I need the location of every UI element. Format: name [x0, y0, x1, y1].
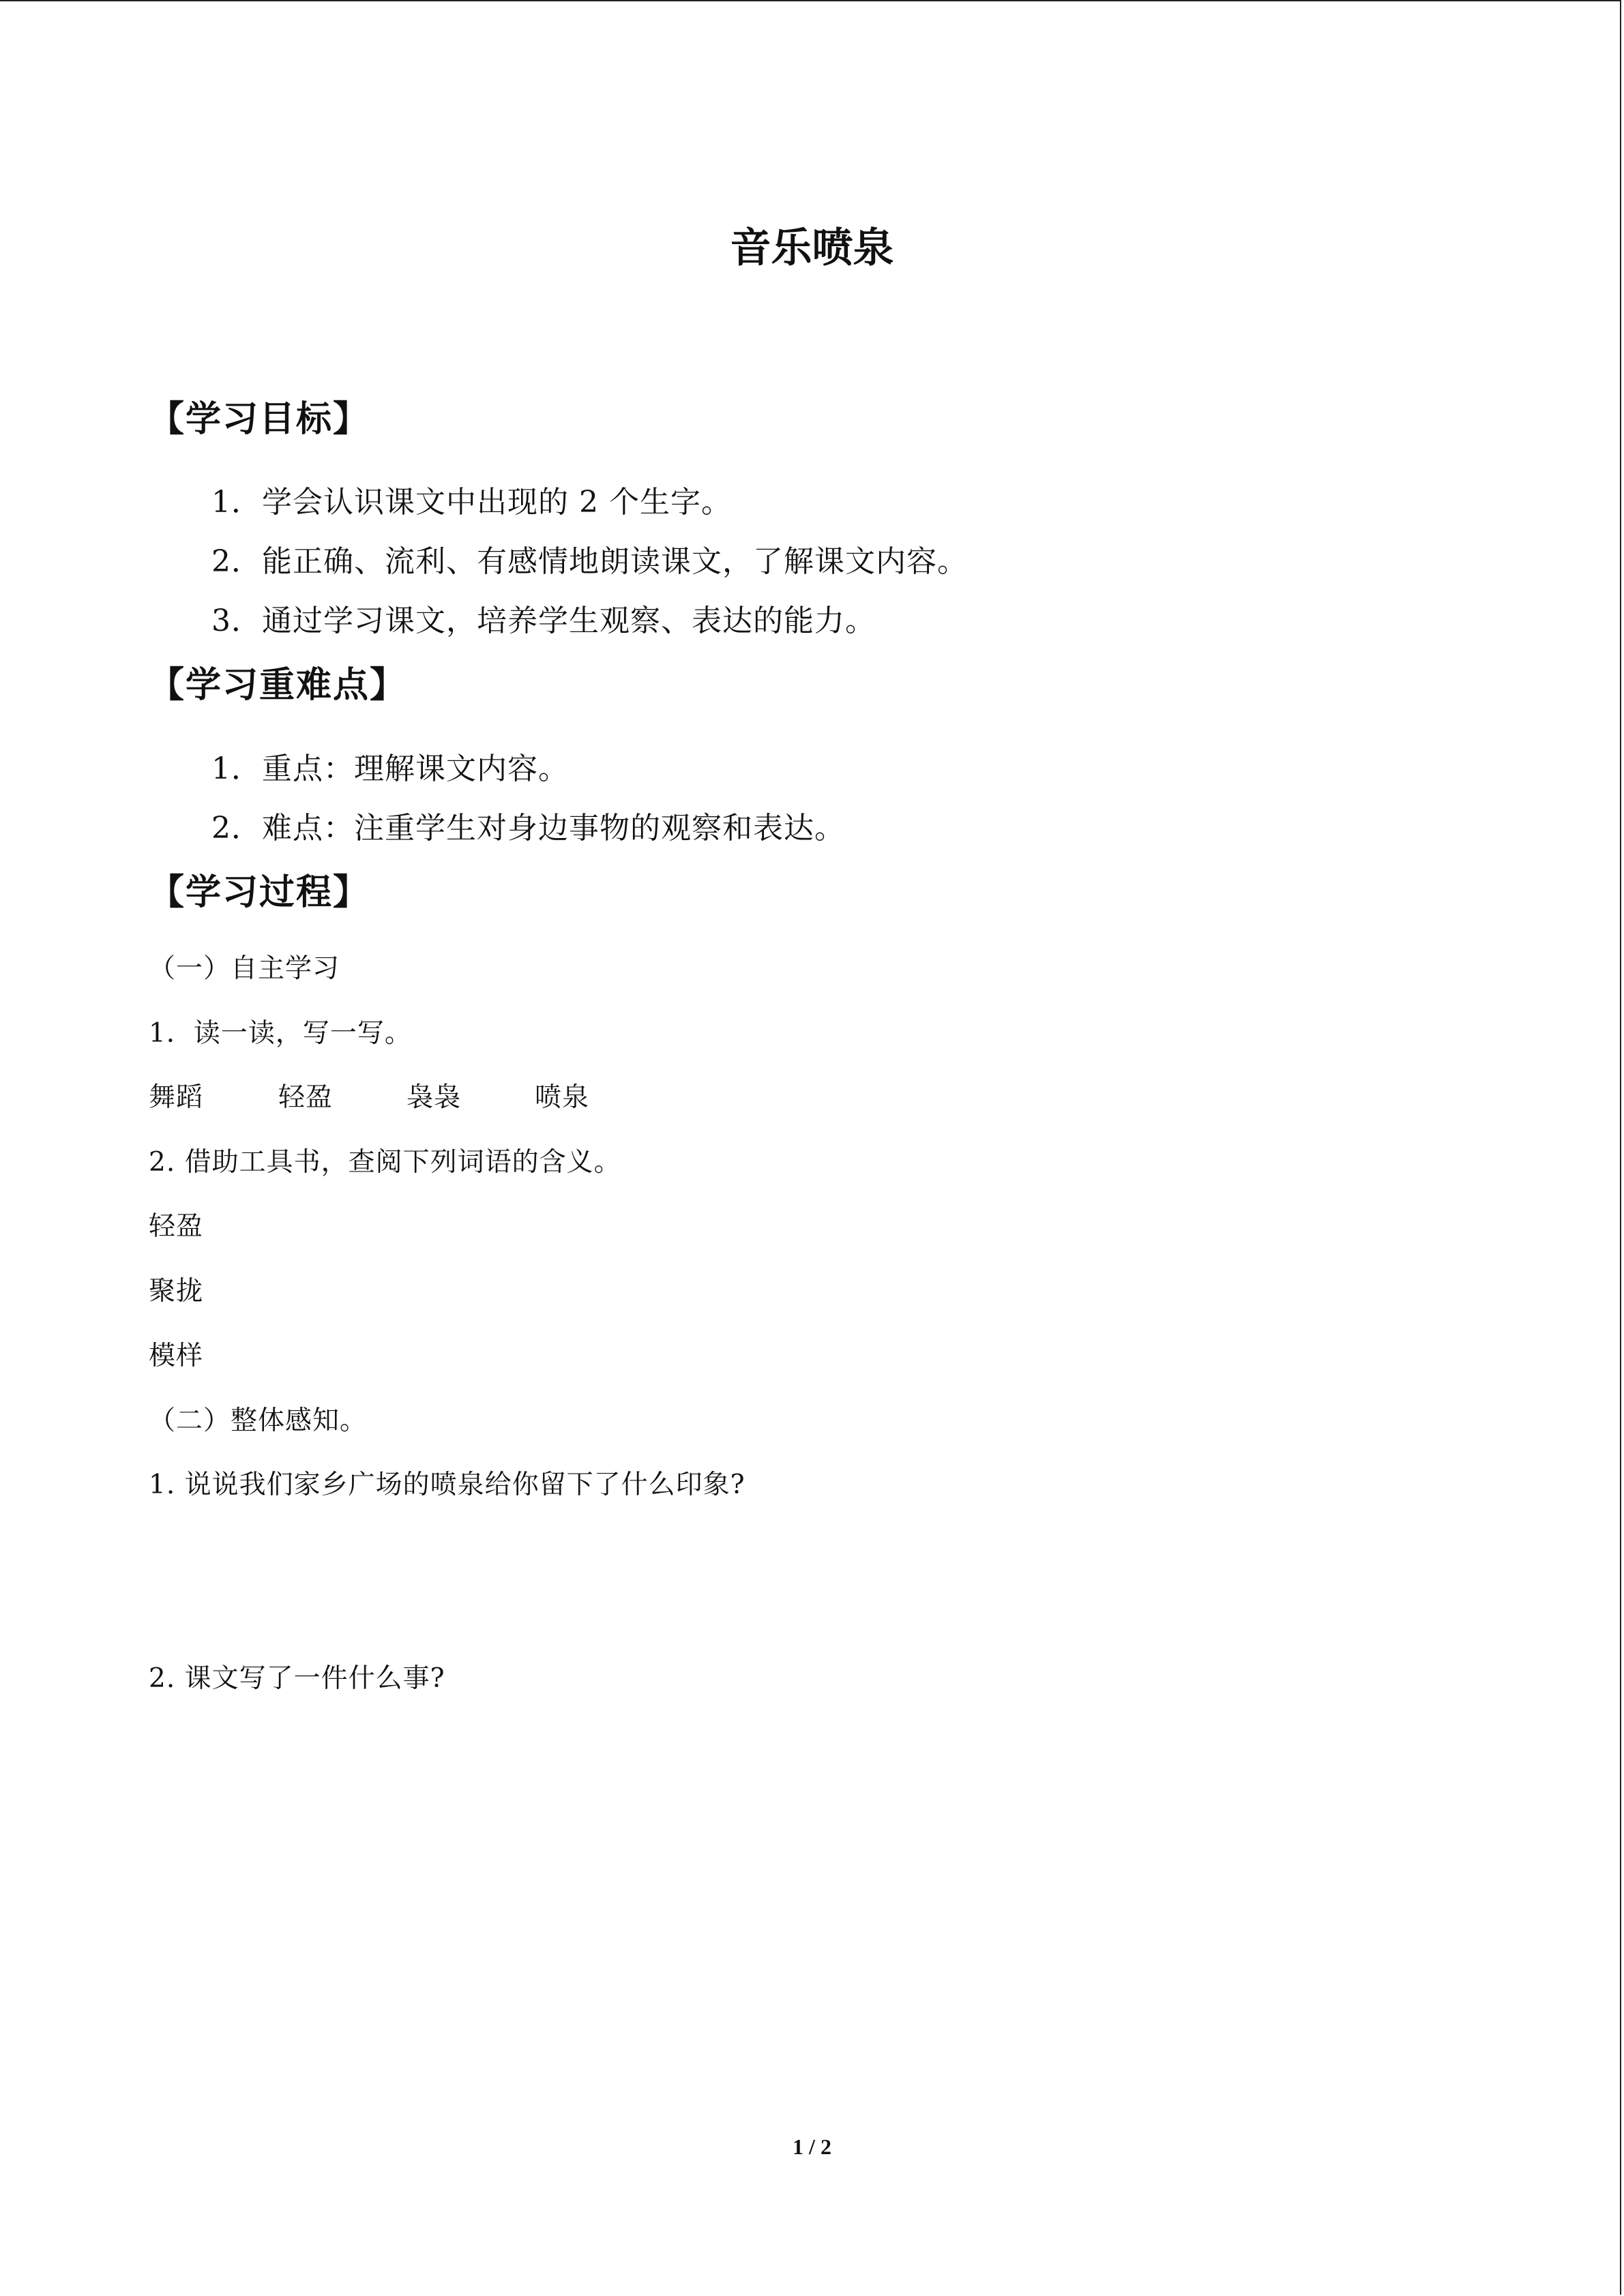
vocab-item: 模样: [149, 1341, 204, 1371]
word-item: 袅袅: [407, 1082, 462, 1113]
part2-question-2: 2. 课文写了一件什么事?: [149, 1663, 445, 1694]
page-title: 音乐喷泉: [730, 224, 894, 272]
heading-key-points: 【学习重难点】: [149, 665, 407, 706]
goal-item-1: 1．学会认识课文中出现的 2 个生字。: [211, 485, 732, 520]
goal-item-3: 3．通过学习课文，培养学生观察、表达的能力。: [211, 603, 876, 638]
word-item: 轻盈: [278, 1082, 334, 1113]
part2-question-1: 1. 说说我们家乡广场的喷泉给你留下了什么印象?: [149, 1470, 745, 1500]
vocab-item: 轻盈: [149, 1211, 204, 1242]
part2-label: （二）整体感知。: [149, 1405, 368, 1436]
key-point-item-2: 2．难点：注重学生对身边事物的观察和表达。: [211, 811, 845, 846]
goal-item-2: 2．能正确、流利、有感情地朗读课文，了解课文内容。: [211, 544, 968, 579]
word-item: 舞蹈: [149, 1082, 204, 1113]
part1-question-2: 2. 借助工具书，查阅下列词语的含义。: [149, 1147, 621, 1178]
heading-learning-process: 【学习过程】: [149, 872, 370, 913]
page-number: 1 / 2: [793, 2134, 831, 2159]
vocab-item: 聚拢: [149, 1276, 204, 1307]
part1-label: （一）自主学习: [149, 953, 340, 984]
key-point-item-1: 1．重点：理解课文内容。: [211, 751, 569, 786]
heading-learning-goals: 【学习目标】: [149, 399, 370, 440]
word-item: 喷泉: [535, 1082, 590, 1113]
part1-question-1: 1．读一读，写一写。: [149, 1018, 412, 1049]
